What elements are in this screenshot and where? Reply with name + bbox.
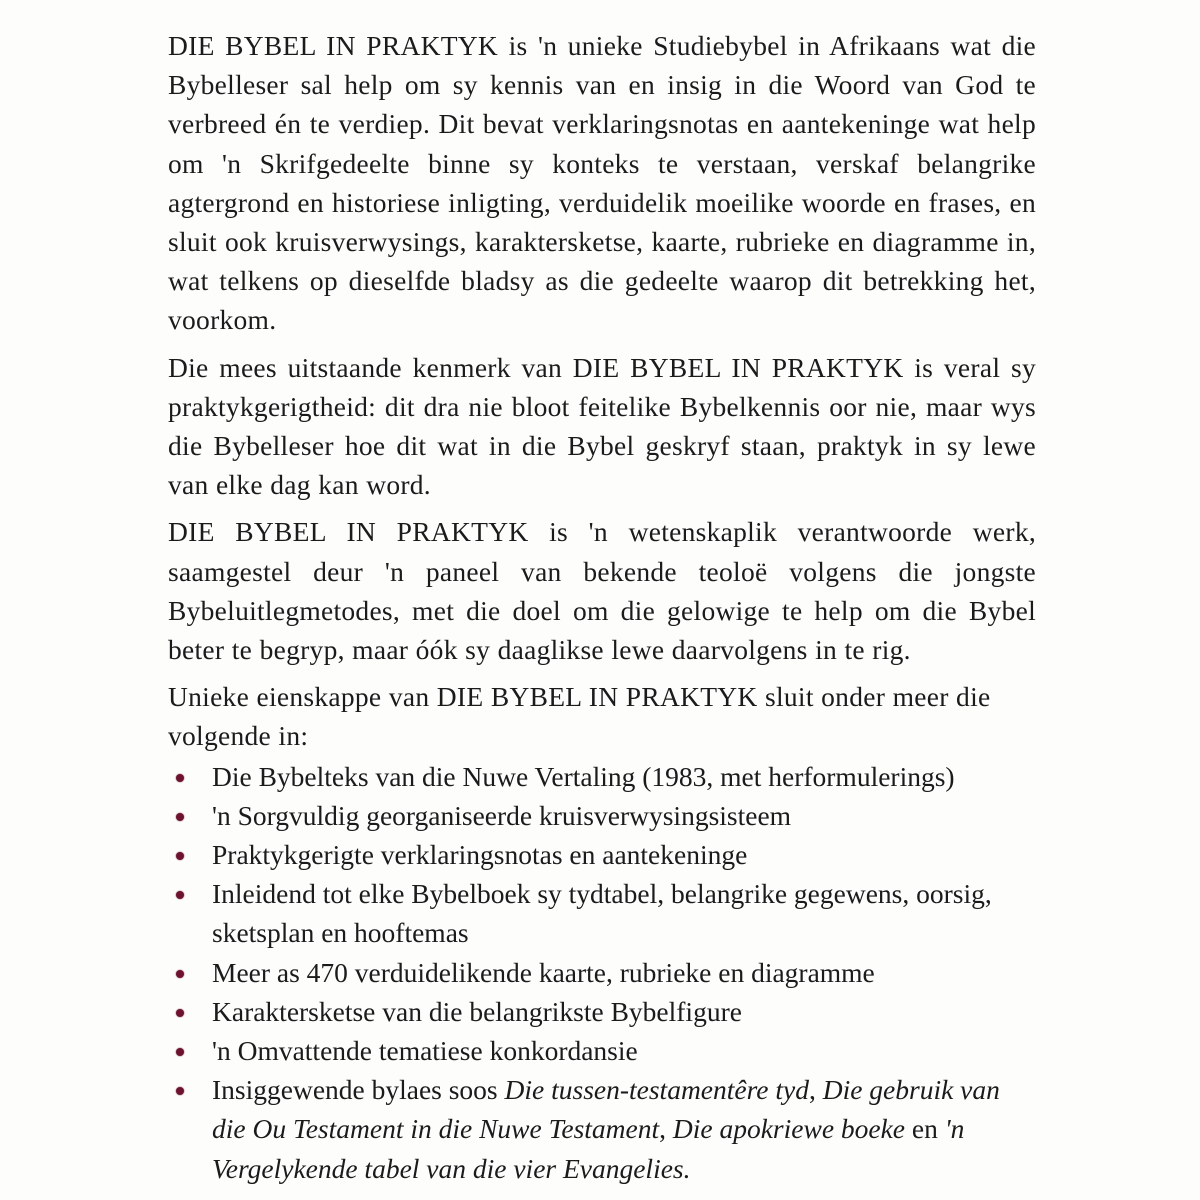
bullet-dot-icon bbox=[176, 1048, 184, 1056]
bullet-dot-icon bbox=[176, 970, 184, 978]
list-item-label bbox=[212, 761, 955, 792]
paragraph-intro: DIE BYBEL IN PRAKTYK is 'n unieke Studiebybel in Afrikaans wat die Bybelleser sal help om sy kennis van en insig in die Woord van God te verbreed én te verdiep. Dit bevat verklaringsnotas en aantekeninge wat help om 'n Skrifgedeelte binne sy konteks te verstaan, verskaf belangrike agtergrond en historiese inligting, verduidelik moeilike woorde en frases, en sluit ook kruisverwysings, karaktersketse, kaarte, rubrieke en diagramme in, wat telkens op dieselfde bladsy as die gedeelte waarop dit betrekking het, voorkom. bbox=[168, 30, 1036, 336]
list-item-label bbox=[212, 996, 742, 1027]
bullet-dot-icon bbox=[176, 813, 184, 821]
list-item bbox=[168, 1070, 1036, 1188]
italic-title: 'n Vergelykende tabel van die vier Evangelies. bbox=[212, 1113, 965, 1184]
list-item bbox=[168, 953, 1036, 992]
italic-title: Die tussen-testamentêre tyd bbox=[504, 1074, 809, 1106]
bullet-dot-icon bbox=[176, 1009, 184, 1017]
bullet-dot-icon bbox=[176, 1087, 184, 1095]
plain-text: Die Bybelteks van die Nuwe Vertaling (1983, met herformulerings) bbox=[212, 760, 955, 792]
italic-title: Die gebruik van die Ou Testament in die Nuwe Testament bbox=[212, 1074, 1000, 1145]
list-item bbox=[168, 796, 1036, 835]
italic-title: Die apokriewe boeke bbox=[672, 1113, 906, 1145]
list-item bbox=[168, 1031, 1036, 1070]
list-item-label bbox=[212, 957, 875, 988]
bullet-dot-icon bbox=[176, 774, 184, 782]
plain-text: , bbox=[659, 1113, 673, 1145]
list-item bbox=[168, 992, 1036, 1031]
list-item-label bbox=[212, 878, 992, 948]
paragraph-praktykgerigtheid: Die mees uitstaande kenmerk van DIE BYBEL IN PRAKTYK is veral sy praktykgerigtheid: dit dra nie bloot feitelike Bybelkennis oor nie, maar wys die Bybelleser hoe dit wat in die Bybel geskryf staan, praktyk in sy lewe van elke dag kan word. bbox=[168, 351, 1036, 501]
plain-text: 'n Omvattende tematiese konkordansie bbox=[212, 1035, 638, 1067]
list-item bbox=[168, 835, 1036, 874]
list-item-label bbox=[212, 800, 791, 831]
list-item-label bbox=[212, 1074, 1000, 1183]
plain-text: Inleidend tot elke Bybelboek sy tydtabel, belangrike gegewens, oorsig, sketsplan en hooftemas bbox=[212, 878, 992, 949]
plain-text: en bbox=[905, 1113, 945, 1145]
bullet-dot-icon bbox=[176, 891, 184, 899]
plain-text: Praktykgerigte verklaringsnotas en aantekeninge bbox=[212, 839, 748, 871]
plain-text: Karaktersketse van die belangrikste Bybelfigure bbox=[212, 995, 742, 1027]
paragraph-wetenskaplik: DIE BYBEL IN PRAKTYK is 'n wetenskaplik verantwoorde werk, saamgestel deur 'n paneel van bekende teoloë volgens die jongste Bybeluitlegmetodes, met die doel om die gelowige te help om die Bybel beter te begryp, maar óók sy daaglikse lewe daarvolgens in te rig. bbox=[168, 516, 1036, 666]
plain-text: 'n Sorgvuldig georganiseerde kruisverwysingsisteem bbox=[212, 799, 792, 831]
bullet-dot-icon bbox=[176, 852, 184, 860]
list-item-label bbox=[212, 1035, 638, 1066]
list-item-label bbox=[212, 839, 747, 870]
plain-text: Meer as 470 verduidelikende kaarte, rubrieke en diagramme bbox=[212, 956, 875, 988]
list-item bbox=[168, 874, 1036, 952]
list-intro-text: Unieke eienskappe van DIE BYBEL IN PRAKTYK sluit onder meer die volgende in: bbox=[168, 681, 991, 752]
plain-text: , bbox=[808, 1074, 823, 1106]
unique-features-list bbox=[168, 757, 1036, 1188]
document-text-column bbox=[168, 26, 1036, 1188]
plain-text: Insiggewende bylaes soos bbox=[212, 1074, 505, 1106]
list-item bbox=[168, 757, 1036, 796]
